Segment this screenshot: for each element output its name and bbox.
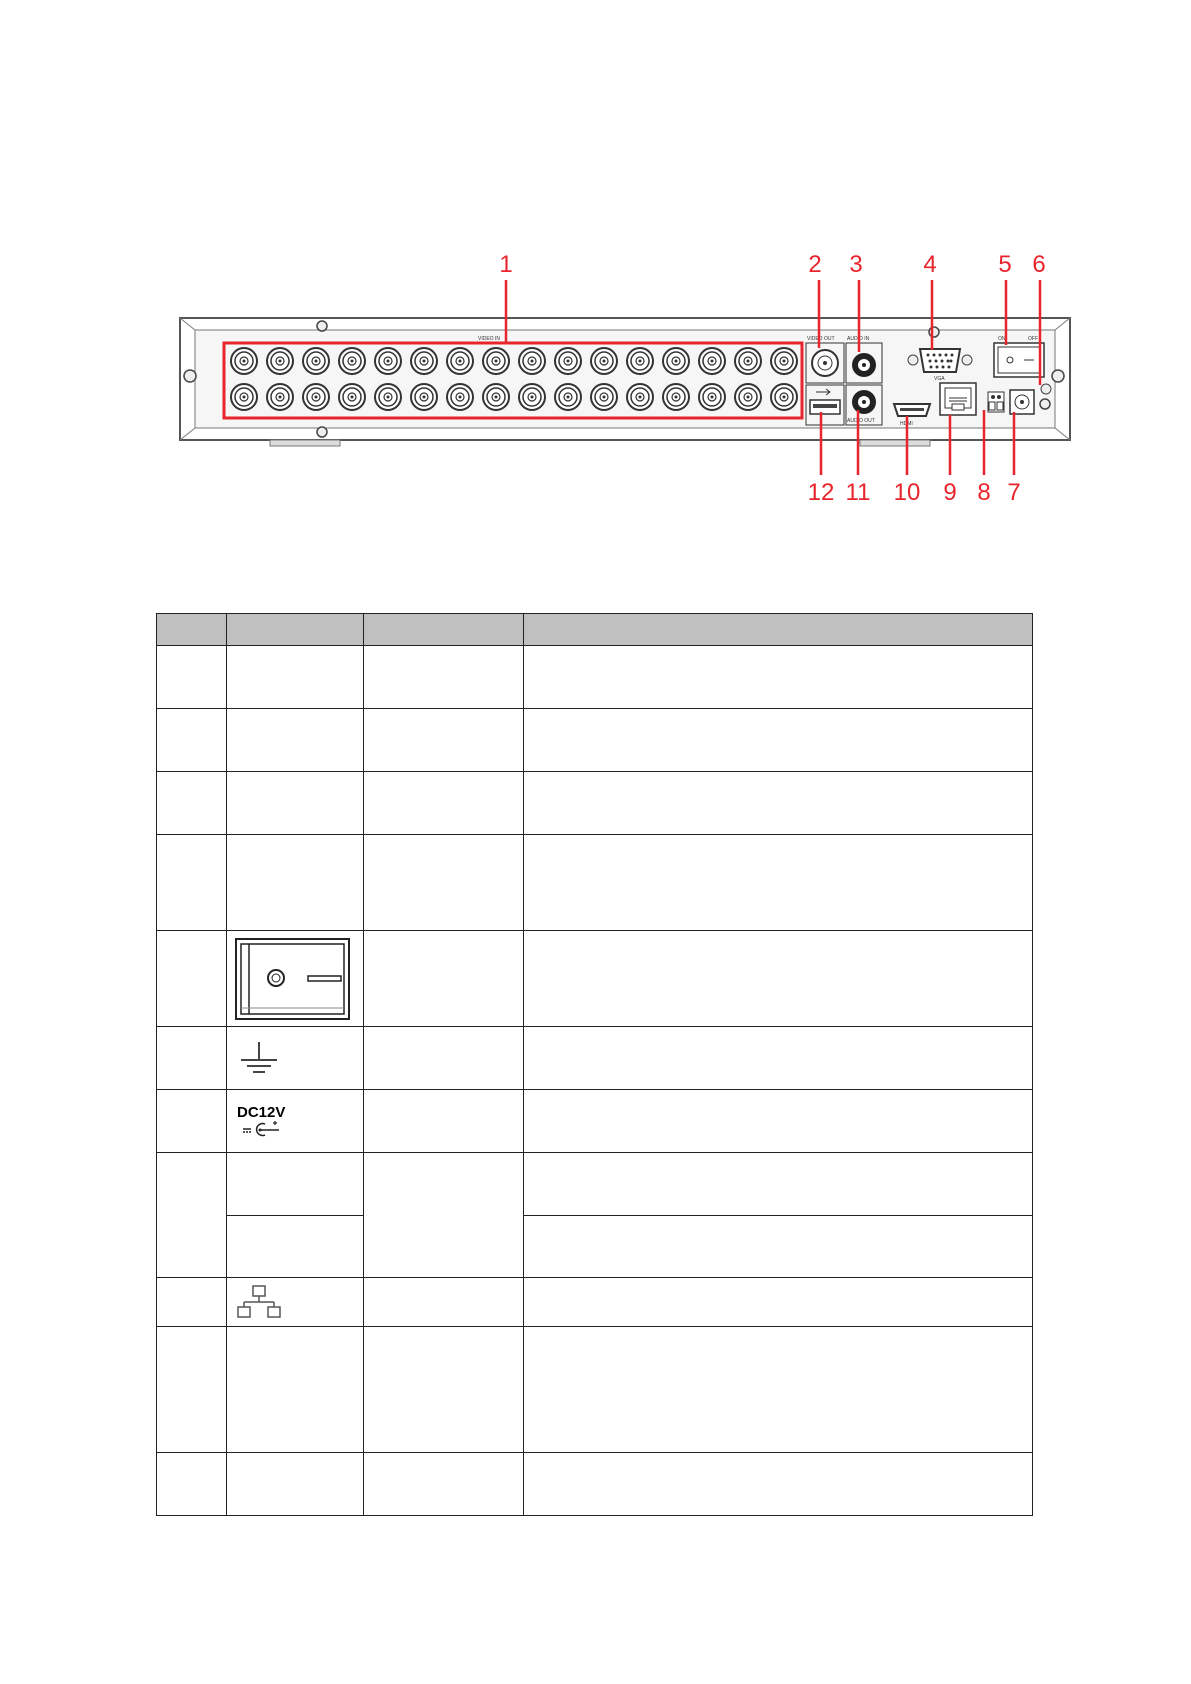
- bnc-connector: [699, 348, 725, 374]
- callout-number: 6: [1032, 251, 1046, 278]
- bnc-connector: [447, 384, 473, 410]
- bnc-connector: [303, 348, 329, 374]
- hdmi-panel-label: HDMI: [900, 421, 913, 427]
- off-panel-label: OFF: [1028, 336, 1038, 342]
- bnc-connector: [591, 384, 617, 410]
- on-panel-label: ON: [998, 336, 1006, 342]
- table-row: [157, 1453, 1033, 1516]
- callout-number: 2: [808, 251, 822, 278]
- callout-number: 8: [977, 479, 991, 506]
- dc-power-icon: [235, 1120, 285, 1138]
- callout-number: 9: [943, 479, 957, 506]
- video-in-panel-label: VIDEO IN: [478, 336, 500, 342]
- bnc-connector: [555, 384, 581, 410]
- bnc-connector: [231, 348, 257, 374]
- table-row: [157, 1278, 1033, 1327]
- table-header-row: [157, 614, 1033, 646]
- bnc-connector: [411, 384, 437, 410]
- dc-power-input: [1010, 390, 1034, 414]
- ground-icon: [235, 1038, 283, 1078]
- callout-number: 12: [807, 479, 835, 506]
- bnc-connector: [267, 348, 293, 374]
- table-row: [157, 772, 1033, 835]
- rear-panel-spec-table: [156, 613, 1033, 1516]
- device-chassis: [180, 318, 1070, 446]
- table-row: [157, 1153, 1033, 1216]
- bnc-connector: [231, 384, 257, 410]
- bnc-connector: [555, 348, 581, 374]
- callout-number: 3: [849, 251, 863, 278]
- bnc-connector: [699, 384, 725, 410]
- bnc-connector: [771, 384, 797, 410]
- bnc-connector: [339, 348, 365, 374]
- header-cell: [364, 614, 524, 646]
- table-row: [157, 1090, 1033, 1153]
- video-out-panel-label: VIDEO OUT: [807, 336, 835, 342]
- bnc-connector: [375, 384, 401, 410]
- table-row: [157, 835, 1033, 931]
- bnc-connector: [303, 384, 329, 410]
- bnc-connector: [519, 384, 545, 410]
- header-cell: [524, 614, 1033, 646]
- bnc-connector: [627, 348, 653, 374]
- bnc-connector: [663, 384, 689, 410]
- bnc-connector: [339, 384, 365, 410]
- callout-number: 5: [998, 251, 1012, 278]
- bnc-connector: [591, 348, 617, 374]
- network-icon: [235, 1284, 285, 1320]
- bnc-connector: [663, 348, 689, 374]
- bnc-connector: [483, 384, 509, 410]
- callout-number: 7: [1007, 479, 1021, 506]
- callout-number: 11: [845, 479, 871, 506]
- table-row: [157, 709, 1033, 772]
- bnc-connector: [627, 384, 653, 410]
- callout-number: 4: [923, 251, 937, 278]
- bnc-connector: [483, 348, 509, 374]
- table-row: [157, 931, 1033, 1027]
- header-cell: [227, 614, 364, 646]
- bnc-connector: [771, 348, 797, 374]
- power-switch-icon: [235, 938, 350, 1020]
- bnc-connector: [519, 348, 545, 374]
- audio-in-panel-label: AUDIO IN: [847, 336, 870, 342]
- bnc-connector: [447, 348, 473, 374]
- ground-terminal: [1041, 384, 1051, 394]
- bnc-connector: [735, 384, 761, 410]
- bnc-connector: [267, 384, 293, 410]
- vga-panel-label: VGA: [934, 376, 945, 382]
- table-row: [157, 1027, 1033, 1090]
- bnc-connector: [375, 348, 401, 374]
- table-row: [157, 1216, 1033, 1278]
- header-cell: [157, 614, 227, 646]
- rs485-terminal: [988, 392, 1004, 412]
- audio-out-panel-label: AUDIO OUT: [847, 418, 875, 424]
- table-row: [157, 646, 1033, 709]
- rear-panel-figure: [0, 0, 1191, 560]
- table-row: [157, 1327, 1033, 1453]
- bnc-connector: [411, 348, 437, 374]
- callout-number: 1: [499, 251, 513, 278]
- network-port: [940, 383, 976, 415]
- dc12v-label: DC12V: [237, 1103, 286, 1121]
- bnc-connector: [735, 348, 761, 374]
- callout-number: 10: [893, 479, 921, 506]
